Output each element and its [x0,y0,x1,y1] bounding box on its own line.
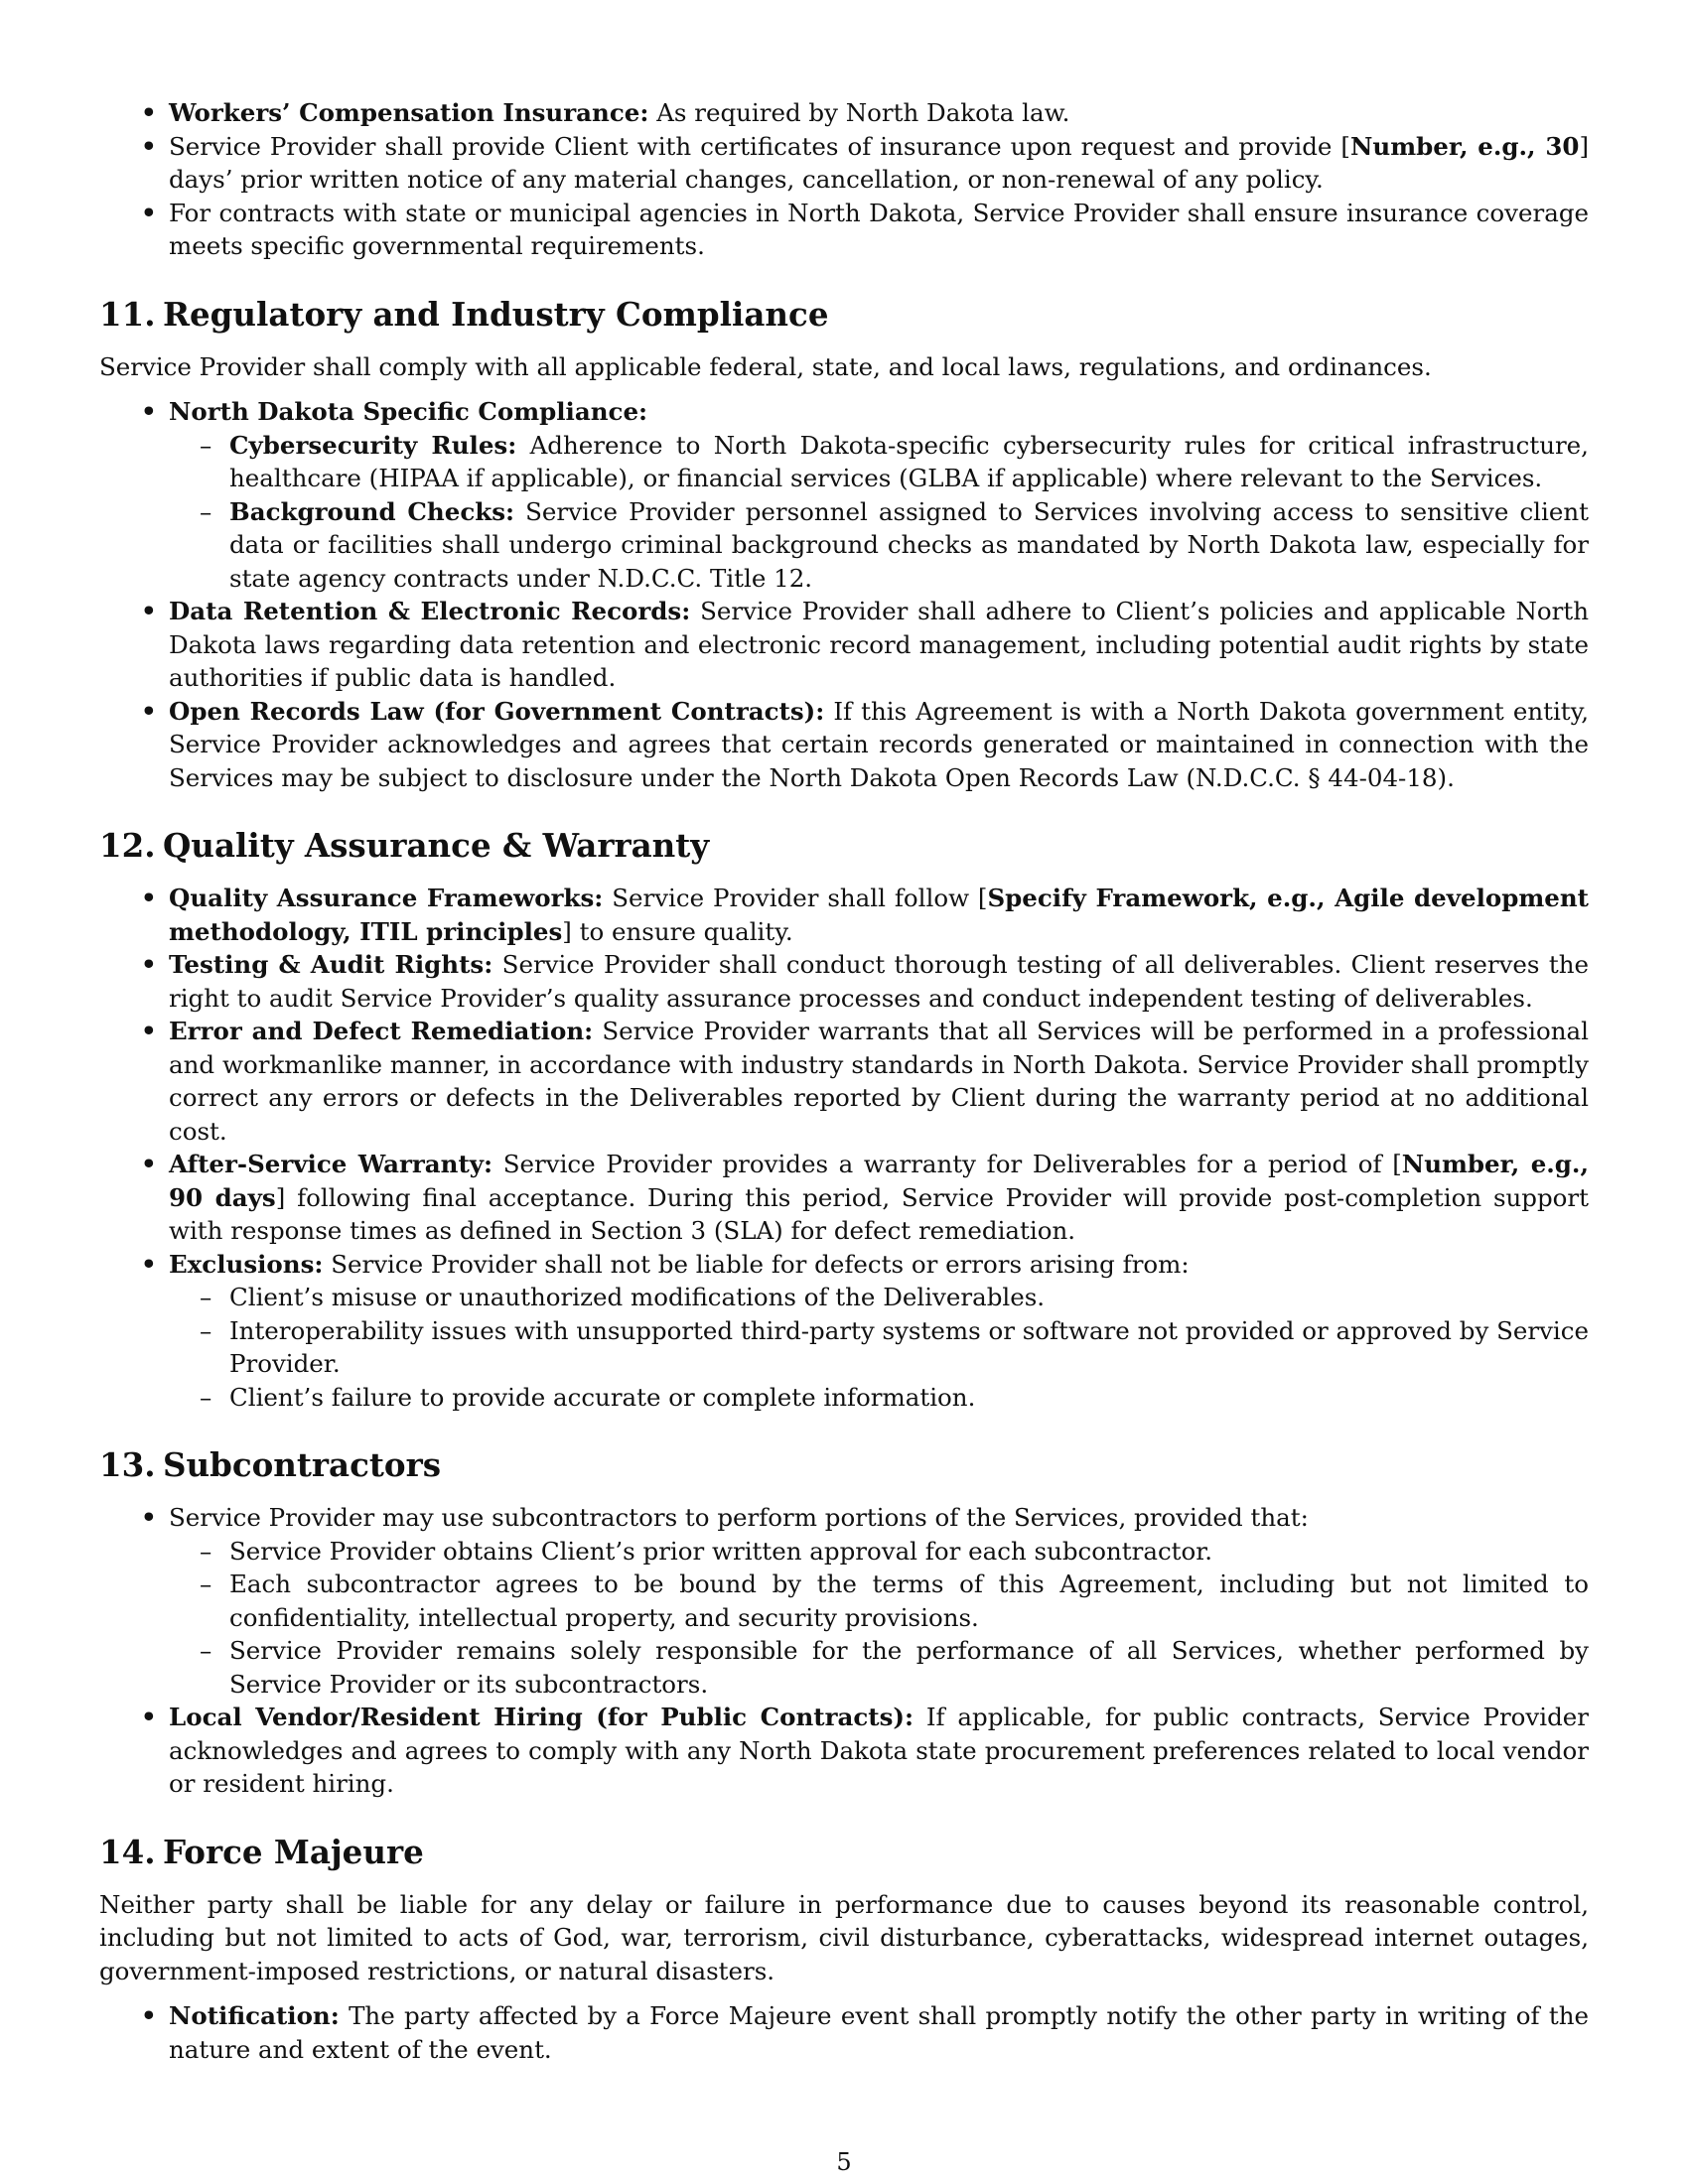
list-item [99,695,1589,795]
list-item [99,96,1589,130]
section-14-intro: Neither party shall be liable for any delay or failure in performance due to causes beyond its reasonable control, including but not limited to acts of God, war, terrorism, civil disturbance, cyberattacks, widespread internet outages, government-imposed restrictions, or natural disasters. [99,1889,1589,1985]
section-14-list [99,1999,1589,2066]
section-11-list [99,395,1589,794]
section-number: 12. [99,826,156,865]
item-text: Service Provider provides a warranty for Deliverables for a period of [ [502,1150,1402,1178]
placeholder-text: Specify Framework, e.g., Agile development methodology, ITIL principles [169,884,1589,946]
sub-list [169,1535,1589,1702]
sub-list-item [169,495,1589,596]
item-text: The party affected by a Force Majeure event shall promptly notify the other party in writing of the nature and extent of the event. [169,2001,1589,2064]
document-page [99,96,1589,2066]
item-text: Service Provider personnel assigned to Services involving access to sensitive client data or facilities shall undergo criminal background checks as mandated by North Dakota law, especially for state agency contracts under N.D.C.C. Title 12. [229,496,1589,593]
list-item [99,1999,1589,2066]
sub-list-item: – Service Provider obtains Client’s prior written approval for each subcontractor. [169,1535,1589,1569]
item-text: Service Provider shall not be liable for defects or errors arising from: [331,1249,1190,1279]
list-item [99,882,1589,948]
item-label: After-Service Warranty: [169,1150,493,1178]
item-label: Data Retention & Electronic Records: [169,597,691,625]
item-text: Service Provider shall adhere to Client’s policies and applicable North Dakota laws regarding data retention and electronic record management, including potential audit rights by state authorities if public data is handled. [169,597,1589,692]
item-label: Exclusions: [169,1249,324,1279]
item-label: Cybersecurity Rules: [229,430,517,460]
item-text: For contracts with state or municipal agencies in North Dakota, Service Provider shall ensure insurance coverage meets specific governmental requirements. [169,198,1589,260]
list-item [99,130,1589,197]
list-item [99,395,1589,595]
page-number: 5 [836,2148,852,2176]
section-13-list [99,1501,1589,1801]
item-text: Service Provider shall follow [ [612,884,988,912]
item-text: If this Agreement is with a North Dakota government entity, Service Provider acknowledges and agrees that certain records generated or maintained in connection with the Services may be subject to disclosure under the North Dakota Open Records Law (N.D.C.C. § 44-04-18). [169,696,1589,792]
sub-list-item: – Service Provider remains solely responsible for the performance of all Services, whether performed by Service Provider or its subcontractors. [169,1634,1589,1701]
item-text: If applicable, for public contracts, Service Provider acknowledges and agrees to comply with any North Dakota state procurement preferences related to local vendor or resident hiring. [169,1703,1590,1798]
item-text: As required by North Dakota law. [656,98,1070,127]
item-label: Error and Defect Remediation: [169,1017,594,1045]
insurance-list [99,96,1589,263]
section-number: 14. [99,1832,156,1871]
item-text: Service Provider shall provide Client with certificates of insurance upon request and provide [ [169,131,1350,161]
item-label: Local Vendor/Resident Hiring (for Public Contracts): [169,1703,914,1731]
item-text: Service Provider warrants that all Services will be performed in a professional and workmanlike manner, in accordance with industry standards in North Dakota. Service Provider shall promptly correct any errors or defects in the Deliverables reported by Client during the warranty period at no additional cost. [169,1017,1589,1146]
section-title: Regulatory and Industry Compliance [163,294,829,334]
list-item [99,595,1589,695]
item-label: North Dakota Specific Compliance: [169,397,648,426]
item-label: Testing & Audit Rights: [169,950,493,979]
item-label: Notification: [169,2001,340,2030]
sub-list-item: – Each subcontractor agrees to be bound by the terms of this Agreement, including but not limited to confidentiality, intellectual property, and security provisions. [169,1568,1589,1634]
item-text: Service Provider may use subcontractors to perform portions of the Services, provided that: [169,1503,1309,1532]
sub-list-item [169,429,1589,495]
item-text: Service Provider shall conduct thorough testing of all deliverables. Client reserves the right to audit Service Provider’s quality assurance processes and conduct independent testing of deliverables. [169,950,1590,1013]
section-13-heading [99,1443,1589,1487]
section-14-heading [99,1831,1589,1874]
section-title: Quality Assurance & Warranty [163,826,710,865]
item-text: ] following final acceptance. During this period, Service Provider will provide post-completion support with response times as defined in Section 3 (SLA) for defect remediation. [169,1182,1589,1245]
placeholder-text: Number, e.g., 90 days [169,1150,1589,1212]
list-item [99,1148,1589,1248]
placeholder-text: Number, e.g., 30 [1349,131,1580,161]
sub-list-item: – Interoperability issues with unsupported third-party systems or software not provided or approved by Service Provider. [169,1314,1589,1381]
item-label: Quality Assurance Frameworks: [169,884,604,912]
list-item [99,948,1589,1015]
section-title: Subcontractors [163,1445,442,1484]
section-11-heading [99,293,1589,337]
section-12-list [99,882,1589,1414]
section-12-heading [99,824,1589,868]
sub-list [169,429,1589,596]
list-item [99,1248,1589,1415]
item-text: Adherence to North Dakota-specific cybersecurity rules for critical infrastructure, healthcare (HIPAA if applicable), or financial services (GLBA if applicable) where relevant to the Services. [229,430,1589,492]
item-text: ] days’ prior written notice of any material changes, cancellation, or non-renewal of any policy. [169,131,1590,194]
section-number: 11. [99,294,156,334]
sub-list-item: – Client’s misuse or unauthorized modifications of the Deliverables. [169,1281,1589,1314]
item-label: Open Records Law (for Government Contracts): [169,696,825,726]
list-item [99,197,1589,263]
list-item [99,1015,1589,1148]
section-number: 13. [99,1445,156,1484]
list-item [99,1501,1589,1701]
list-item [99,1701,1589,1801]
section-title: Force Majeure [163,1832,424,1871]
item-label: Background Checks: [229,496,515,526]
sub-list [169,1281,1589,1414]
item-label: Workers’ Compensation Insurance: [169,98,649,127]
sub-list-item: – Client’s failure to provide accurate or complete information. [169,1381,1589,1415]
section-11-intro: Service Provider shall comply with all applicable federal, state, and local laws, regulations, and ordinances. [99,351,1432,381]
item-text: ] to ensure quality. [562,916,793,946]
